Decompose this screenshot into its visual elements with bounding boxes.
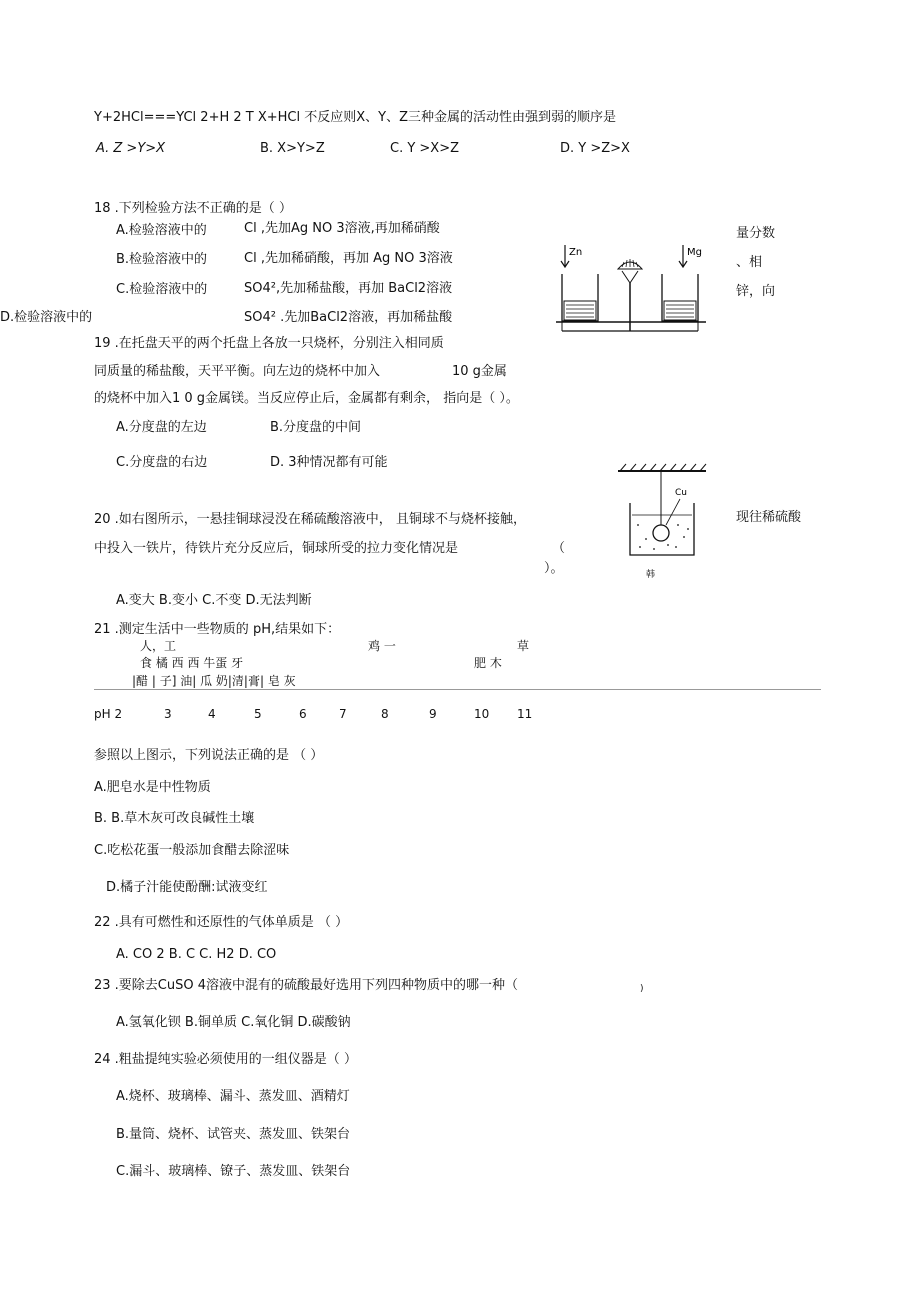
ph-tick-4: 4 [208,707,216,721]
q22-stem: 22 .具有可燃性和还原性的气体单质是 （ ） [94,915,349,930]
ph-tick-10: 10 [474,707,490,721]
q21-label-row1-c: 草 [517,639,530,653]
ph-tick-3: 3 [164,707,172,721]
q20-line-1: 20 .如右图所示，一悬挂铜球浸没在稀硫酸溶液中， 且铜球不与烧杯接触， [94,512,526,527]
q24-option-c: C.漏斗、玻璃棒、镣子、蒸发皿、铁架台 [116,1164,351,1179]
ph-tick-9: 9 [429,707,437,721]
q17-option-d: D. Y >Z>X [560,141,630,156]
q17-option-a: A. Z >Y>X [96,141,166,156]
q18-b-left: B.检验溶液中的 [116,252,208,267]
beaker-figure [614,459,710,583]
q24-option-a: A.烧杯、玻璃棒、漏斗、蒸发皿、酒精灯 [116,1089,350,1104]
q23-options: A.氢氧化钡 B.铜单质 C.氧化铜 D.碳酸钠 [116,1015,351,1030]
q19-option-b: B.分度盘的中间 [270,420,362,435]
q19-line-1: 19 .在托盘天平的两个托盘上各放一只烧杯，分别注入相同质 [94,336,444,351]
ph-tick-7: 7 [339,707,347,721]
ph-tick-11: 11 [517,707,533,721]
side-text-1: 量分数 [736,226,776,241]
q17-option-b: B. X>Y>Z [260,141,325,156]
q19-line-2a: 同质量的稀盐酸，天平平衡。向左边的烧杯中加入 [94,364,381,379]
ph-label: pH 2 [94,707,123,721]
q20-options: A.变大 B.变小 C.不变 D.无法判断 [116,593,312,608]
q20-line-2: 中投入一铁片，待铁片充分反应后，铜球所受的拉力变化情况是 [94,541,459,556]
q24-stem: 24 .粗盐提纯实验必须使用的一组仪器是（ ） [94,1052,357,1067]
q21-reference: 参照以上图示，下列说法正确的是 （ ） [94,748,324,763]
balance-figure [548,241,713,335]
q18-a-left: A.检验溶液中的 [116,223,207,238]
side-text-4: 现往稀硫酸 [736,510,802,525]
ph-tick-6: 6 [299,707,307,721]
q21-stem: 21 .测定生活中一些物质的 pH,结果如下： [94,622,341,637]
q18-stem: 18 .下列检验方法不正确的是（ ） [94,201,292,216]
q21-label-row2-a: 食 橘 西 西 牛蛋 牙 [140,656,244,670]
q23-paren-close: ) [640,984,644,994]
cu-label: Cu [675,488,687,498]
q24-option-b: B.量筒、烧杯、试管夹、蒸发皿、铁架台 [116,1127,351,1142]
ph-tick-8: 8 [381,707,389,721]
q21-option-d: D.橘子汁能使酚酬:试液变红 [106,880,268,895]
q19-option-c: C.分度盘的右边 [116,455,208,470]
zn-label: Zn [569,247,583,258]
q19-line-3: 的烧杯中加入1 0 g金属镁。当反应停止后，金属都有剩余， 指向是（ ）。 [94,391,519,406]
q19-option-a: A.分度盘的左边 [116,420,207,435]
q21-option-c: C.吃松花蛋一般添加食醋去除涩味 [94,843,290,858]
q18-a-right: Cl ,先加Ag NO 3溶液,再加稀硝酸 [244,221,440,236]
q23-stem: 23 .要除去CuSO 4溶液中混有的硫酸最好选用下列四种物质中的哪一种（ [94,978,519,993]
q18-c-right: SO4²,先加稀盐酸，再加 BaCl2溶液 [244,281,453,296]
q21-option-a: A.肥皂水是中性物质 [94,780,211,795]
q21-label-row1-a: 人，工 [140,639,177,653]
q17-line: Y+2HCl===YCl 2+H 2 T X+HCl 不反应则X、Y、Z三种金属的活动性由强到弱的顺序是 [94,110,616,125]
side-text-3: 锌，向 [736,284,776,299]
q21-label-row1-b: 鸡 一 [368,639,396,653]
q18-c-left: C.检验溶液中的 [116,282,208,297]
ph-scale-line [94,689,821,690]
q21-option-b: B. B.草木灰可改良碱性土壤 [94,811,255,826]
q18-d-left: D.检验溶液中的 [0,310,93,325]
figure-caption: 韩 [646,570,656,580]
q22-options: A. CO 2 B. C C. H2 D. CO [116,947,277,962]
q21-label-row2-b: 肥 木 [474,656,502,670]
q18-d-right: SO4² .先加BaCl2溶液，再加稀盐酸 [244,310,453,325]
q20-paren-open: （ [552,541,566,556]
q17-option-c: C. Y >X>Z [390,141,460,156]
side-text-2: 、相 [736,255,763,270]
q20-paren-close: ）。 [544,561,564,576]
mg-label: Mg [687,247,702,258]
q18-b-right: Cl ,先加稀硝酸，再加 Ag NO 3溶液 [244,251,453,266]
q19-option-d: D. 3种情况都有可能 [270,455,388,470]
q19-line-2b: 10 g金属 [452,364,507,379]
ph-tick-5: 5 [254,707,262,721]
q21-label-row3: |醋 | 子] 油| 瓜 奶|清|膏| 皂 灰 [132,674,296,688]
